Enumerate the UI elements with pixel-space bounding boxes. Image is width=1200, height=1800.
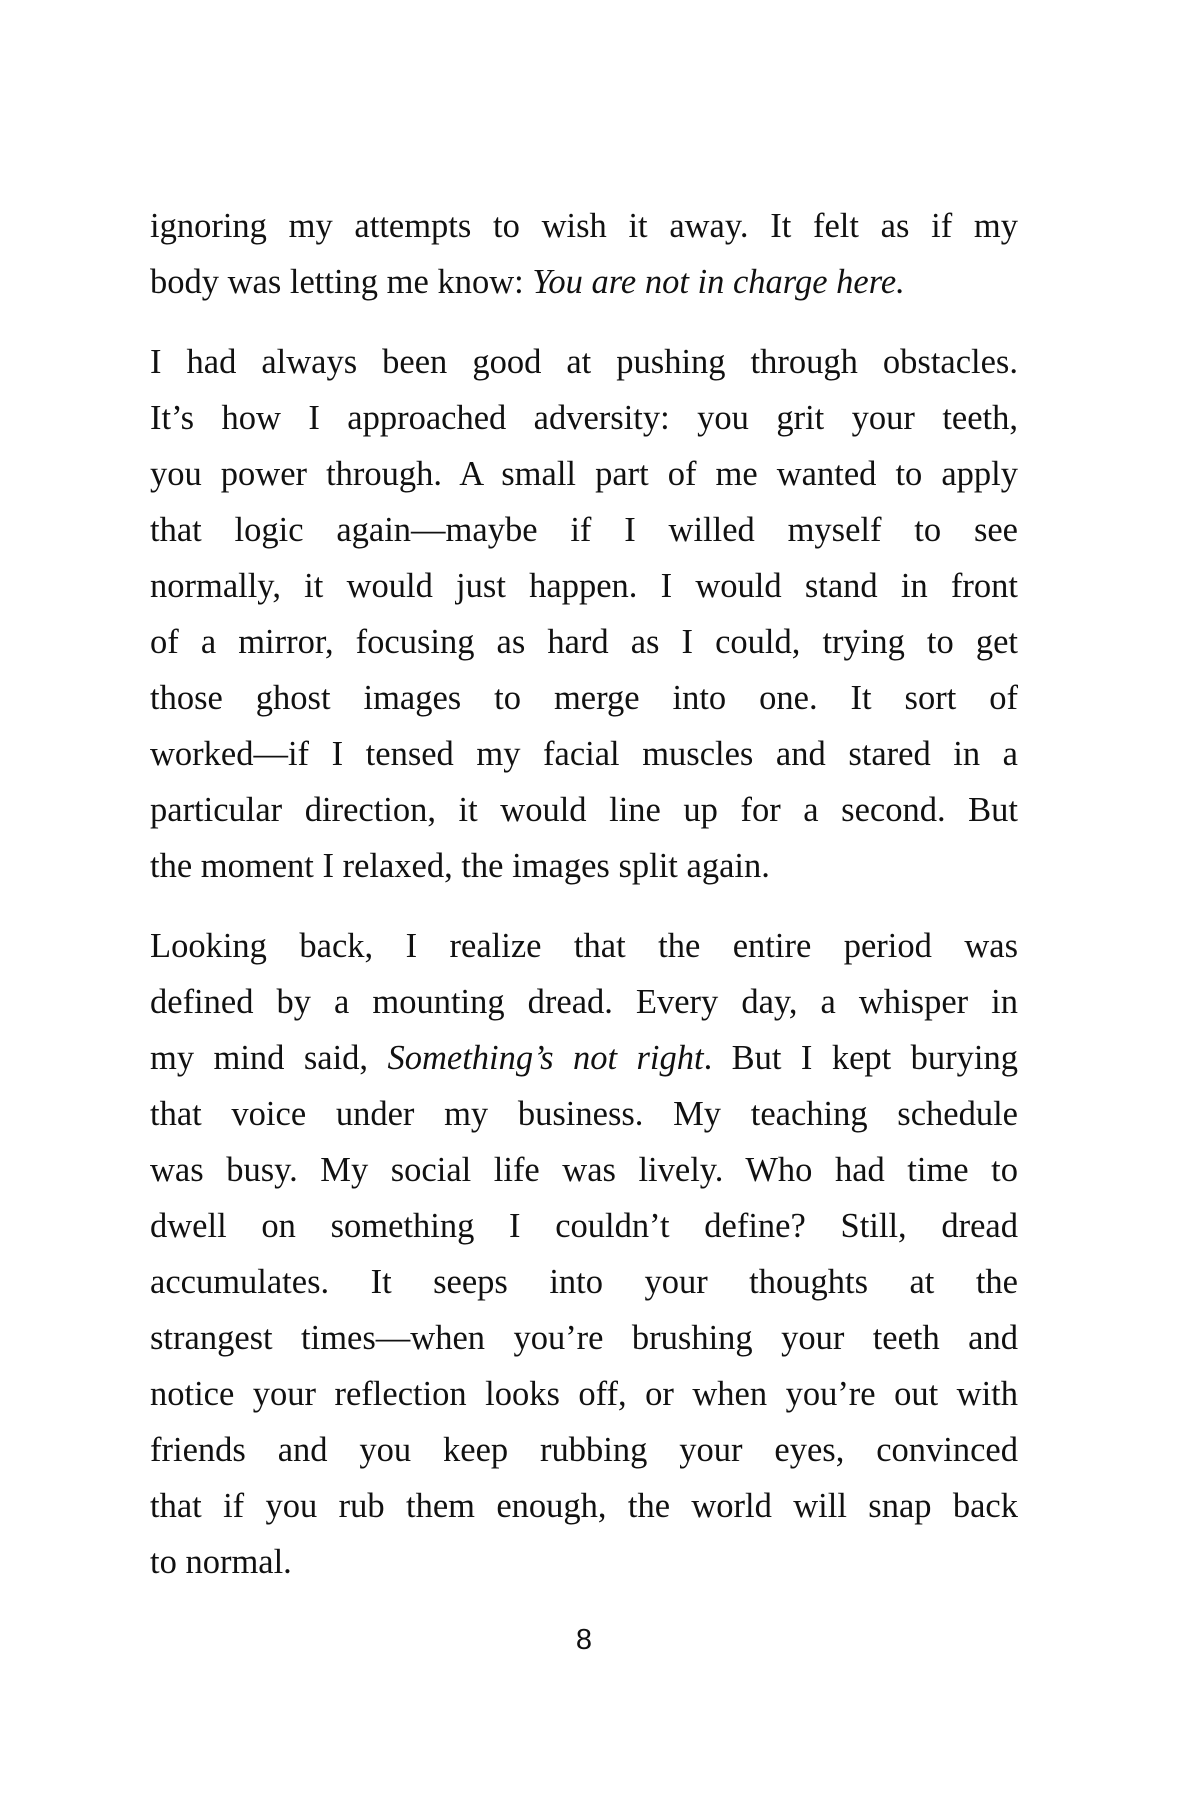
text-segment: friends and you keep rubbing your eyes, convinced bbox=[150, 1431, 1018, 1469]
text-segment: normally, it would just happen. I would stand in front bbox=[150, 567, 1018, 605]
text-line bbox=[150, 502, 1018, 558]
text-line bbox=[150, 614, 1018, 670]
text-segment: those ghost images to merge into one. It sort of bbox=[150, 679, 1018, 717]
text-segment: body was letting me know: bbox=[150, 263, 533, 301]
page-number: 8 bbox=[575, 1624, 593, 1656]
text-segment: worked—if I tensed my facial muscles and stared in a bbox=[150, 735, 1018, 773]
text-segment: the moment I relaxed, the images split again. bbox=[150, 847, 770, 885]
text-line bbox=[150, 198, 1018, 254]
text-segment: of a mirror, focusing as hard as I could, trying to get bbox=[150, 623, 1018, 661]
text-line bbox=[150, 918, 1018, 974]
text-line bbox=[150, 782, 1018, 838]
text-line bbox=[150, 838, 1018, 894]
text-segment: was busy. My social life was lively. Who had time to bbox=[150, 1151, 1018, 1189]
text-line bbox=[150, 1086, 1018, 1142]
text-segment: that if you rub them enough, the world will snap back bbox=[150, 1487, 1018, 1525]
text-line bbox=[150, 726, 1018, 782]
text-line bbox=[150, 1478, 1018, 1534]
text-segment: ignoring my attempts to wish it away. It felt as if my bbox=[150, 207, 1018, 245]
text-line bbox=[150, 1422, 1018, 1478]
text-segment: It’s how I approached adversity: you grit your teeth, bbox=[150, 399, 1018, 437]
text-segment: I had always been good at pushing through obstacles. bbox=[150, 343, 1018, 381]
text-segment: my mind said, bbox=[150, 1039, 388, 1077]
text-segment: to normal. bbox=[150, 1543, 292, 1581]
text-line bbox=[150, 670, 1018, 726]
text-line bbox=[150, 1534, 1018, 1590]
italic-text: You are not in charge here. bbox=[532, 263, 905, 301]
text-line bbox=[150, 974, 1018, 1030]
text-segment: that logic again—maybe if I willed myself to see bbox=[150, 511, 1018, 549]
text-line bbox=[150, 334, 1018, 390]
text-segment: dwell on something I couldn’t define? Still, dread bbox=[150, 1207, 1018, 1245]
italic-text: Something’s not right bbox=[387, 1039, 704, 1077]
text-segment: that voice under my business. My teaching schedule bbox=[150, 1095, 1018, 1133]
text-segment: . But I kept burying bbox=[703, 1039, 1018, 1077]
text-segment: strangest times—when you’re brushing your teeth and bbox=[150, 1319, 1018, 1357]
text-line bbox=[150, 446, 1018, 502]
text-line bbox=[150, 390, 1018, 446]
text-segment: you power through. A small part of me wanted to apply bbox=[150, 455, 1018, 493]
text-segment: defined by a mounting dread. Every day, a whisper in bbox=[150, 983, 1018, 1021]
text-line bbox=[150, 1310, 1018, 1366]
text-segment: accumulates. It seeps into your thoughts at the bbox=[150, 1263, 1018, 1301]
paragraph bbox=[150, 918, 1018, 1590]
text-line bbox=[150, 1142, 1018, 1198]
text-segment: particular direction, it would line up for a second. But bbox=[150, 791, 1018, 829]
body-text bbox=[150, 198, 1018, 1614]
paragraph bbox=[150, 198, 1018, 310]
text-line bbox=[150, 1030, 1018, 1086]
text-segment: notice your reflection looks off, or when you’re out with bbox=[150, 1375, 1018, 1413]
text-line bbox=[150, 1198, 1018, 1254]
text-line bbox=[150, 1366, 1018, 1422]
text-line bbox=[150, 558, 1018, 614]
text-segment: Looking back, I realize that the entire period was bbox=[150, 927, 1018, 965]
paragraph bbox=[150, 334, 1018, 894]
text-line bbox=[150, 254, 1018, 310]
text-line bbox=[150, 1254, 1018, 1310]
